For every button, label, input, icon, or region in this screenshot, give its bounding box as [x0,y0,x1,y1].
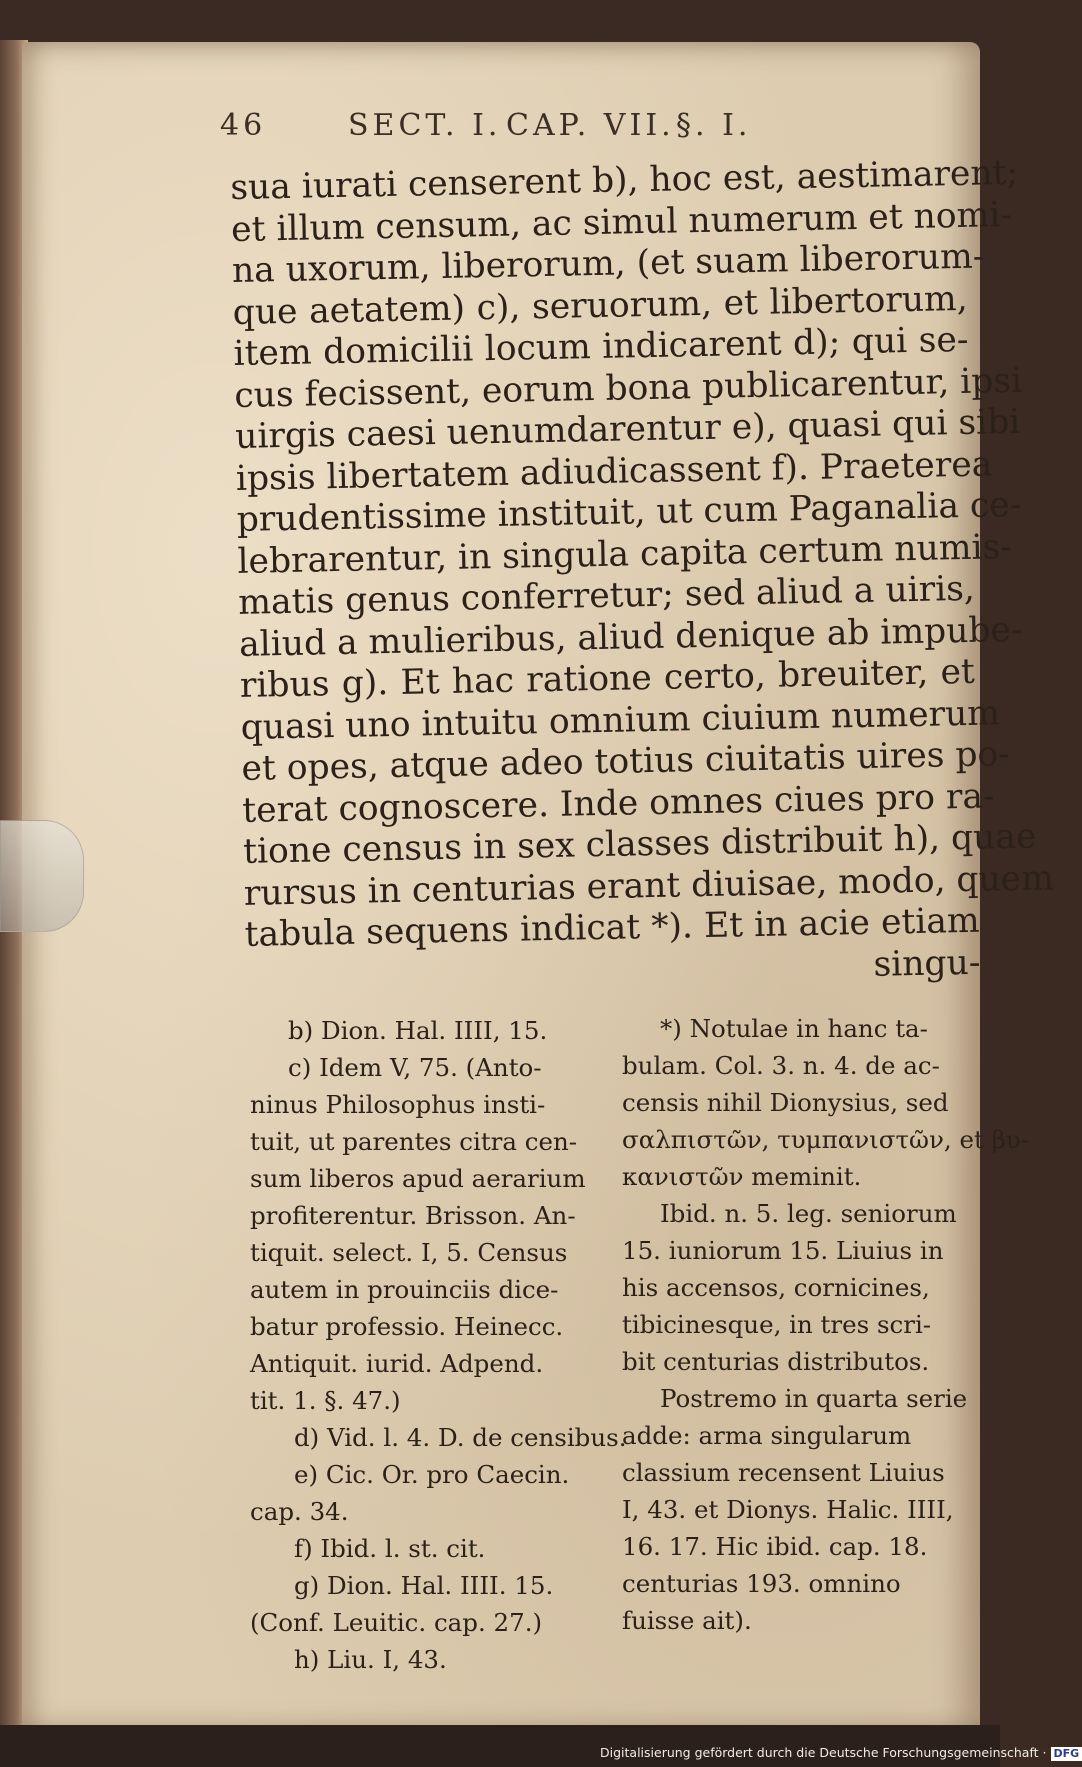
footnote-line: e) Cic. Or. pro Caecin. [294,1460,570,1489]
footnote-line: classium recensent Liuius [622,1458,945,1487]
footnote-line: *) Notulae in hanc ta- [660,1014,928,1043]
paragraph-label: §. I. [676,108,752,143]
text-line: ipsis libertatem adiudicassent f). Praeterea [235,443,993,499]
text-line: tione census in sex classes distribuit h), quae [242,816,1037,872]
text-line: prudentissime instituit, ut cum Paganalia ce- [236,484,1022,540]
footnote-line: tuit, ut parentes citra cen- [250,1127,578,1156]
text-line: uirgis caesi uenumdarentur e), quasi qui sibi [234,401,1021,457]
text-line: lebrarentur, in singula capita certum numis- [237,526,1013,582]
footnote-line: centurias 193. omnino [622,1569,901,1598]
catchword: singu- [873,942,981,985]
footnote-line: tiquit. select. I, 5. Census [250,1238,568,1267]
digitization-credit [600,1745,1080,1765]
text-line: tabula sequens indicat *). Et in acie etiam [244,900,980,955]
footnote-line: σαλπιστῶν, τυμπανιστῶν, et βυ- [622,1125,1029,1154]
footnote-line: fuisse ait). [622,1606,752,1635]
footnote-line: Postremo in quarta serie [660,1384,968,1413]
footnote-line: f) Ibid. l. st. cit. [294,1534,486,1563]
footnote-line: his accensos, cornicines, [622,1273,930,1302]
main-text [230,152,1055,998]
text-line: sua iurati censerent b), hoc est, aestimarent; [230,152,1019,208]
footnote-line: bit centurias distributos. [622,1347,930,1376]
footnote-line: tibicinesque, in tres scri- [622,1310,932,1339]
credit-text: Digitalisierung gefördert durch die Deutsche Forschungsgemeinschaft · [600,1745,1047,1760]
footnote-line: Antiquit. iurid. Adpend. [250,1349,544,1378]
footnote-line: κανιστῶν meminit. [622,1162,862,1191]
footnote-line: I, 43. et Dionys. Halic. IIII, [622,1495,954,1524]
footnote-line: (Conf. Leuitic. cap. 27.) [250,1608,543,1637]
page-clip [0,820,84,932]
footnote-line: 15. iuniorum 15. Liuius in [622,1236,944,1265]
page-number: 46 [220,108,267,143]
text-line: aliud a mulieribus, aliud denique ab impube- [238,609,1023,665]
text-line: et illum censum, ac simul numerum et nomi- [230,194,1013,250]
footnote-line: profiterentur. Brisson. An- [250,1201,576,1230]
footnotes-right-column [622,1010,1029,1635]
footnote-line: ninus Philosophus insti- [250,1090,546,1119]
text-line: quasi uno intuitu omnium ciuium numerum [240,692,1001,748]
footnote-line: d) Vid. l. 4. D. de censibus. [294,1423,627,1452]
footnote-line: tit. 1. §. 47.) [250,1386,401,1415]
text-line: rursus in centurias erant diuisae, modo, quem [243,857,1055,914]
footnote-line: bulam. Col. 3. n. 4. de ac- [622,1051,940,1080]
chapter-label: CAP. VII. [506,108,675,143]
text-line: terat cognoscere. Inde omnes ciues pro ra- [241,775,996,831]
footnote-line: c) Idem V, 75. (Anto- [288,1053,542,1082]
text-line: na uxorum, liberorum, (et suam liberorum- [231,236,985,291]
footnote-line: censis nihil Dionysius, sed [622,1088,949,1117]
text-line: matis genus conferretur; sed aliud a uiris, [237,568,976,623]
footnote-line: batur professio. Heinecc. [250,1312,564,1341]
section-label: SECT. I. [348,108,502,143]
text-line: cus fecissent, eorum bona publicarentur, ipsi [233,360,1023,416]
text-line: et opes, atque adeo totius ciuitatis uires po- [241,734,1011,789]
dfg-logo: DFG [1051,1747,1082,1761]
footnote-line: g) Dion. Hal. IIII. 15. [294,1571,554,1600]
footnote-line: b) Dion. Hal. IIII, 15. [288,1016,548,1045]
text-line: item domicilii locum indicarent d); qui se- [233,319,969,374]
footnote-line: sum liberos apud aerarium [250,1164,586,1193]
text-line: ribus g). Et hac ratione certo, breuiter, et [239,651,976,706]
footnote-line: 16. 17. Hic ibid. cap. 18. [622,1532,928,1561]
footnotes-left-column [250,1012,627,1674]
footnote-line: Ibid. n. 5. leg. seniorum [660,1199,957,1228]
running-header [220,108,820,154]
footnote-line: autem in prouinciis dice- [250,1275,559,1304]
footnote-line: adde: arma singularum [622,1421,912,1450]
footnote-line: cap. 34. [250,1497,349,1526]
footnote-line: h) Liu. I, 43. [294,1645,447,1674]
text-line: que aetatem) c), seruorum, et libertorum, [232,278,969,333]
